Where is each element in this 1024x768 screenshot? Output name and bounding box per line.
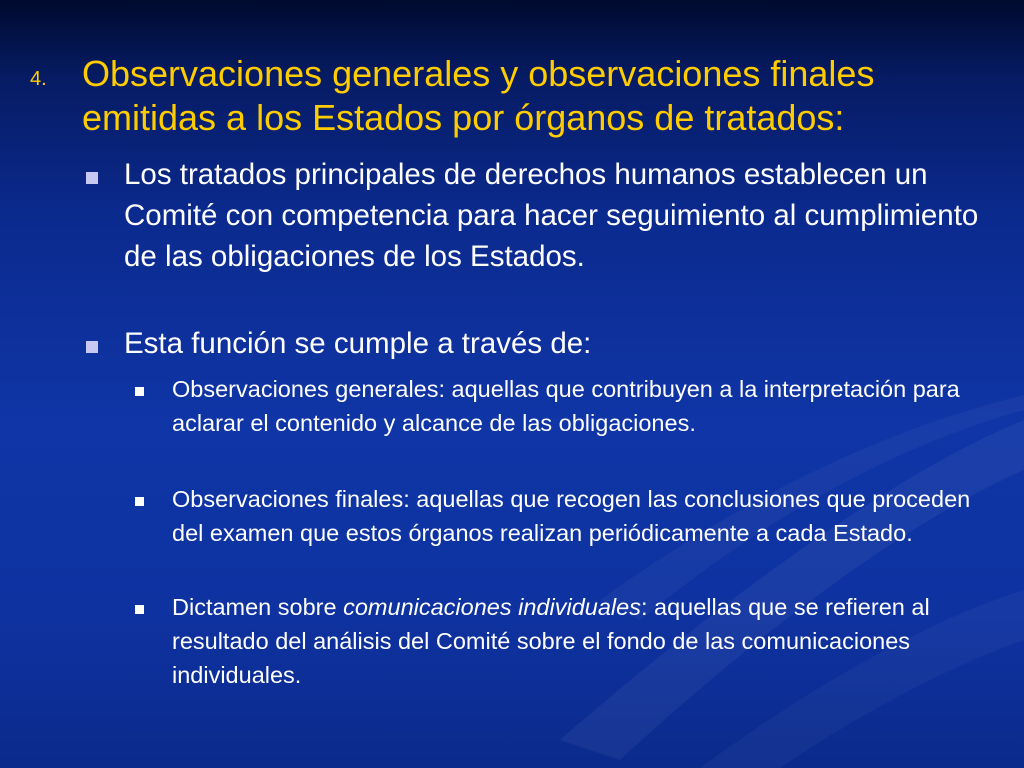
square-bullet-icon	[86, 172, 98, 184]
heading-number: 4.	[30, 68, 47, 90]
sub-bullet-observaciones-generales: Observaciones generales: aquellas que contribuyen a la interpretación para aclarar el contenido y alcance de las obligaciones.	[172, 376, 960, 436]
square-bullet-icon	[135, 387, 144, 396]
square-bullet-icon	[135, 605, 144, 614]
bullet-funcion-cumple: Esta función se cumple a través de:	[124, 327, 592, 360]
dictamen-emphasis: comunicaciones individuales	[343, 594, 641, 620]
square-bullet-icon	[135, 497, 144, 506]
bullet-tratados-comite: Los tratados principales de derechos humanos establecen un Comité con competencia para hacer seguimiento al cumplimiento de las obligaciones de los Estados.	[124, 158, 979, 273]
sub-bullet-dictamen	[172, 590, 1002, 692]
sub-bullet-observaciones-finales: Observaciones finales: aquellas que recogen las conclusiones que proceden del examen que estos órganos realizan periódicamente a cada Estado.	[172, 486, 971, 546]
dictamen-prefix: Dictamen sobre	[172, 594, 344, 620]
square-bullet-icon	[86, 341, 98, 353]
dictamen-suffix: : aquellas que se refieren al resultado del análisis del Comité sobre el fondo de las comunicaciones individuales.	[172, 594, 930, 688]
slide-heading: Observaciones generales y observaciones finales emitidas a los Estados por órganos de tratados:	[82, 53, 875, 138]
